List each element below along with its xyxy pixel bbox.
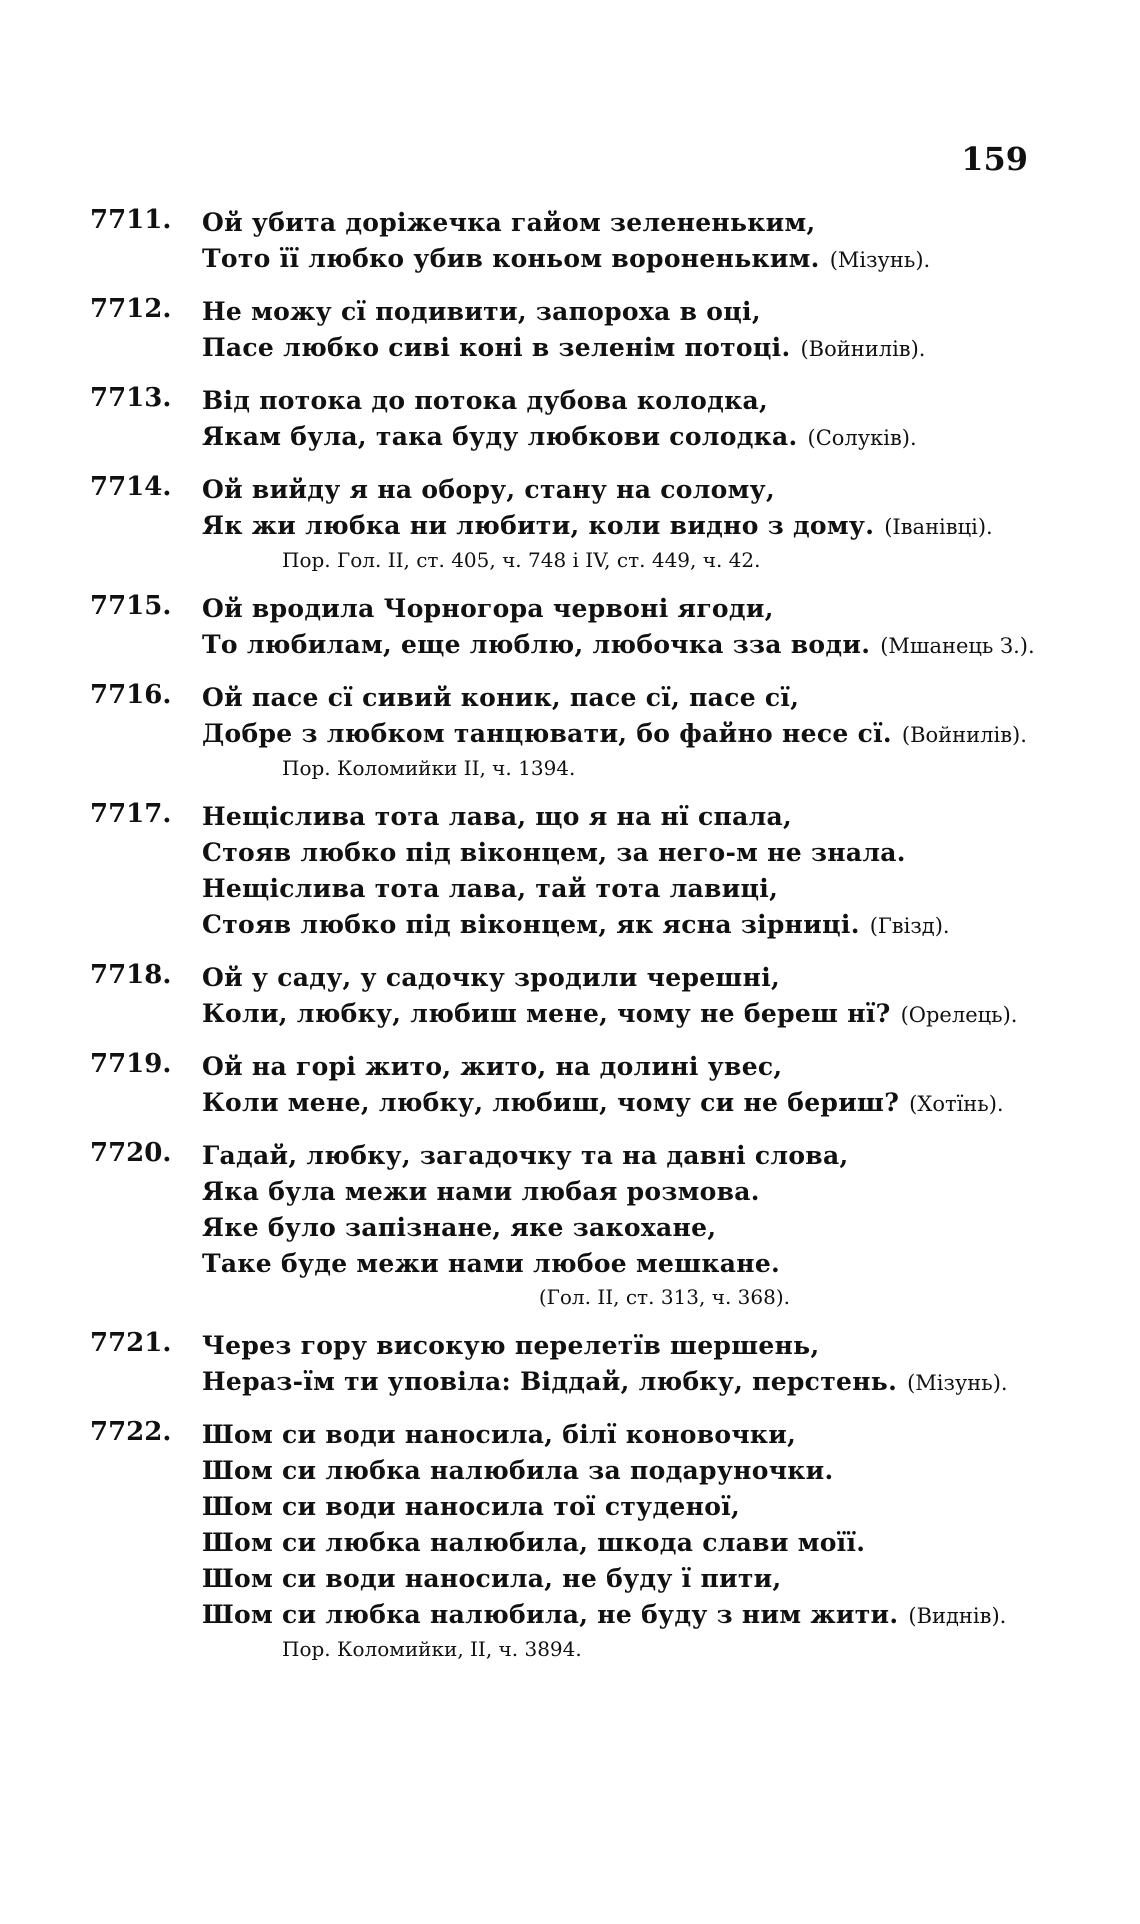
verse-line [202, 871, 1050, 907]
entry-number: 7713. [90, 383, 172, 413]
verse-line [202, 508, 1050, 545]
entry-number: 7712. [90, 294, 172, 324]
song-entry [90, 472, 1050, 575]
source-village: (Мізунь). [907, 1371, 1008, 1395]
entry-number: 7714. [90, 472, 172, 502]
entry-lines [202, 1138, 1050, 1312]
verse-text: Як жи любка ни любити, коли видно з дому. [202, 511, 875, 540]
song-entry [90, 799, 1050, 944]
reference-note: (Гол. II, ст. 313, ч. 368). [538, 1285, 790, 1309]
verse-text: Стояв любко під віконцем, за него-м не знала. [202, 838, 906, 867]
verse-text: Нещіслива тота лава, тай тота лавиці, [202, 874, 779, 903]
song-entry [90, 960, 1050, 1033]
comparison-note: Пор. Гол. II, ст. 405, ч. 748 і IV, ст. 449, ч. 42. [282, 548, 761, 572]
verse-line [202, 1085, 1050, 1122]
entry-lines [202, 960, 1050, 1033]
verse-line [202, 835, 1050, 871]
verse-text: Шом си води наносила, білї коновочки, [202, 1420, 797, 1449]
entry-lines [202, 591, 1050, 664]
comparison-note: Пор. Коломийки II, ч. 1394. [282, 756, 576, 780]
verse-text: Тото її любко убив коньом вороненьким. [202, 244, 820, 273]
source-village: (Хотїнь). [909, 1092, 1004, 1116]
verse-text: То любилам, еще люблю, любочка зза води. [202, 630, 871, 659]
verse-text: Через гору високую перелетїв шершень, [202, 1331, 820, 1360]
song-entry [90, 1138, 1050, 1312]
entry-lines [202, 680, 1050, 783]
verse-line [202, 716, 1050, 753]
entry-number: 7721. [90, 1328, 172, 1358]
entry-lines [202, 1049, 1050, 1122]
entry-lines [202, 205, 1050, 278]
source-village: (Войнилів). [800, 337, 926, 361]
verse-line [202, 907, 1050, 944]
verse-text: Шом си любка налюбила за подаруночки. [202, 1456, 834, 1485]
verse-text: Не можу сї подивити, запороха в оці, [202, 297, 761, 326]
song-entry [90, 383, 1050, 456]
entry-number: 7719. [90, 1049, 172, 1079]
verse-text: Ой пасе сї сивий коник, пасе сї, пасе сї, [202, 683, 800, 712]
verse-text: Яке було запізнане, яке закохане, [202, 1213, 717, 1242]
verse-line [202, 1364, 1050, 1401]
verse-text: Гадай, любку, загадочку та на давні слова, [202, 1141, 849, 1170]
verse-line [202, 419, 1050, 456]
verse-text: Шом си води наносила, не буду ї пити, [202, 1564, 782, 1593]
verse-line [202, 1174, 1050, 1210]
entry-number: 7717. [90, 799, 172, 829]
entry-lines [202, 1328, 1050, 1401]
song-entry [90, 1328, 1050, 1401]
song-entry [90, 591, 1050, 664]
song-entry [90, 1049, 1050, 1122]
entry-number: 7722. [90, 1417, 172, 1447]
source-village: (Іванівці). [884, 515, 993, 539]
verse-line [202, 241, 1050, 278]
verse-line [202, 680, 1050, 716]
song-entry [90, 1417, 1050, 1664]
source-village: (Мізунь). [829, 248, 931, 272]
verse-text: Ой на горі жито, жито, на долині увес, [202, 1052, 783, 1081]
verse-line [202, 591, 1050, 627]
entry-number: 7718. [90, 960, 172, 990]
verse-line [202, 1328, 1050, 1364]
entries [90, 205, 1050, 1680]
verse-text: Якам була, така буду любкови солодка. [202, 422, 798, 451]
source-village: (Орелець). [900, 1003, 1018, 1027]
comparison-note: Пор. Коломийки, II, ч. 3894. [282, 1637, 582, 1661]
page-number: 159 [961, 140, 1028, 178]
verse-line [202, 627, 1050, 664]
verse-text: Пасе любко сиві коні в зеленім потоці. [202, 333, 791, 362]
song-entry [90, 294, 1050, 367]
verse-line [202, 1597, 1050, 1634]
verse-line [202, 1561, 1050, 1597]
entry-lines [202, 383, 1050, 456]
verse-text: Шом си любка налюбила, не буду з ним жити. [202, 1600, 899, 1629]
verse-line [202, 330, 1050, 367]
verse-text: Коли, любку, любиш мене, чому не береш нї? [202, 999, 891, 1028]
verse-text: Ой убита доріжечка гайом зелененьким, [202, 208, 816, 237]
verse-text: Від потока до потока дубова колодка, [202, 386, 768, 415]
verse-text: Шом си води наносила тої студеної, [202, 1492, 741, 1521]
entry-lines [202, 1417, 1050, 1664]
verse-line [202, 1525, 1050, 1561]
verse-line [202, 1417, 1050, 1453]
verse-line [202, 1246, 1050, 1282]
verse-text: Коли мене, любку, любиш, чому си не бериш? [202, 1088, 900, 1117]
entry-number: 7716. [90, 680, 172, 710]
source-village: (Мшанець З.). [880, 634, 1035, 658]
verse-line [202, 1453, 1050, 1489]
verse-text: Шом си любка налюбила, шкода слави моїї. [202, 1528, 866, 1557]
verse-line [202, 1210, 1050, 1246]
source-village: (Войнилів). [901, 723, 1027, 747]
verse-line [202, 960, 1050, 996]
verse-text: Ой у саду, у садочку зродили черешні, [202, 963, 780, 992]
verse-text: Добре з любком танцювати, бо файно несе сї. [202, 719, 892, 748]
source-village: (Гвізд). [869, 914, 950, 938]
song-entry [90, 680, 1050, 783]
verse-text: Нераз-їм ти уповіла: Віддай, любку, перстень. [202, 1367, 898, 1396]
entry-lines [202, 472, 1050, 575]
source-village: (Виднів). [908, 1604, 1007, 1628]
verse-text: Нещіслива тота лава, що я на нї спала, [202, 802, 793, 831]
verse-line [202, 1489, 1050, 1525]
verse-line [202, 996, 1050, 1033]
verse-line [202, 294, 1050, 330]
verse-text: Ой вродила Чорногора червоні ягоди, [202, 594, 774, 623]
entry-lines [202, 294, 1050, 367]
verse-line [202, 1049, 1050, 1085]
verse-line [202, 472, 1050, 508]
verse-line [202, 799, 1050, 835]
entry-number: 7711. [90, 205, 172, 235]
source-village: (Солуків). [807, 426, 917, 450]
verse-line [202, 1138, 1050, 1174]
verse-text: Стояв любко під віконцем, як ясна зірниці. [202, 910, 860, 939]
entry-number: 7715. [90, 591, 172, 621]
verse-text: Ой вийду я на обору, стану на солому, [202, 475, 775, 504]
verse-text: Таке буде межи нами любое мешкане. [202, 1249, 781, 1278]
verse-line [202, 383, 1050, 419]
song-entry [90, 205, 1050, 278]
verse-line [202, 205, 1050, 241]
entry-lines [202, 799, 1050, 944]
entry-number: 7720. [90, 1138, 172, 1168]
verse-text: Яка була межи нами любая розмова. [202, 1177, 760, 1206]
